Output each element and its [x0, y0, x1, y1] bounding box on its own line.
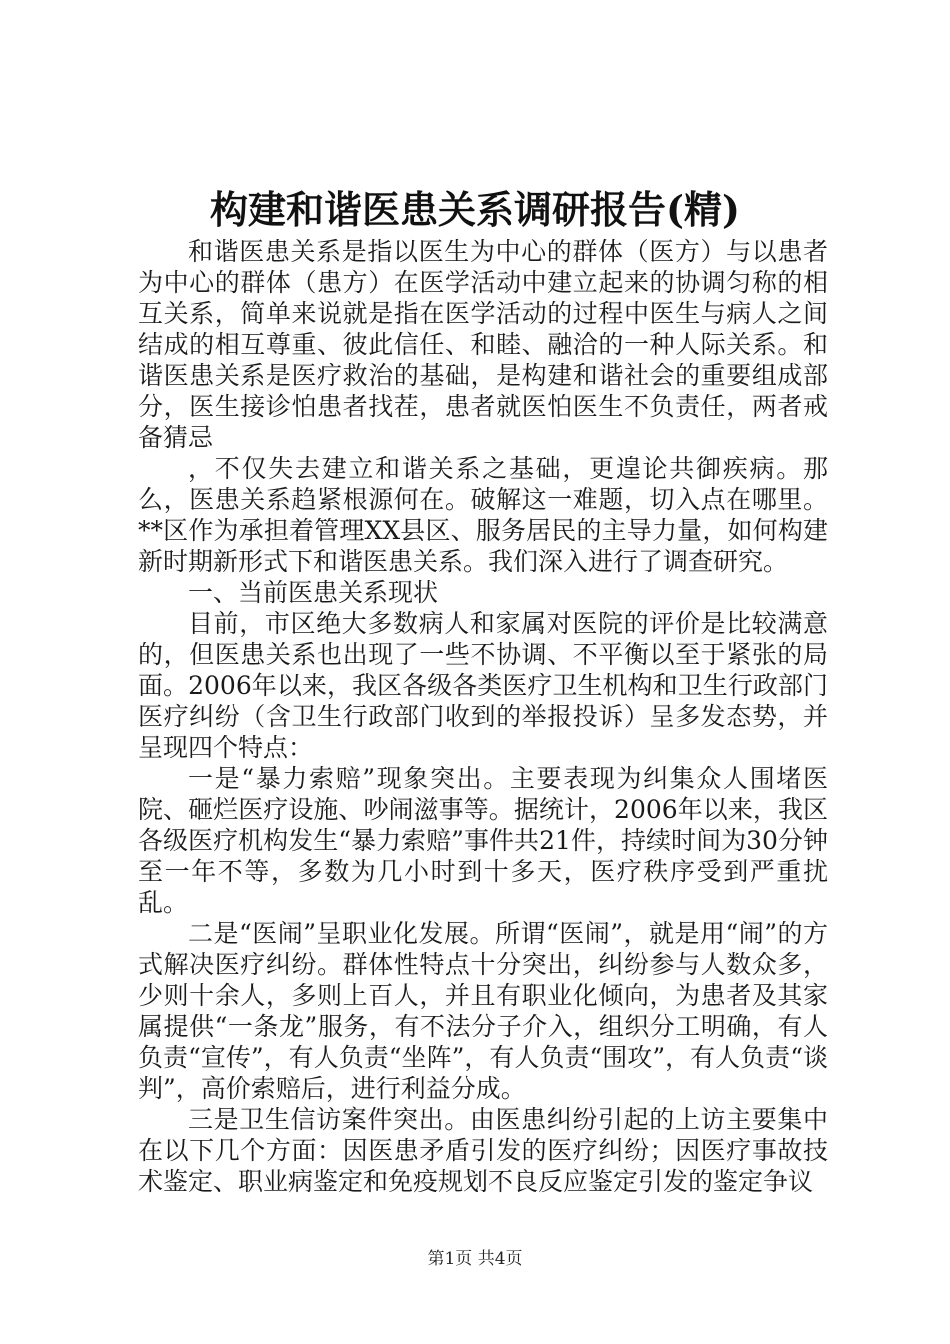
paragraph: 三是卫生信访案件突出。由医患纠纷引起的上访主要集中在以下几个方面：因医患矛盾引发的医疗纠纷；因医疗事故技术鉴定、职业病鉴定和免疫规划不良反应鉴定引发的鉴定争议 — [138, 1105, 828, 1196]
paragraph: 二是“医闹”呈职业化发展。所谓“医闹”，就是用“闹”的方式解决医疗纠纷。群体性特点十分突出，纠纷参与人数众多，少则十余人，多则上百人，并且有职业化倾向，为患者及其家属提供“一条龙”服务，有不法分子介入，组织分工明确，有人负责“宣传”，有人负责“坐阵”，有人负责“围攻”，有人负责“谈判”，高价索赔后，进行利益分成。 — [138, 919, 828, 1103]
page-footer: 第1页 共4页 — [427, 1249, 523, 1269]
section-heading: 一、当前医患关系现状 — [188, 578, 439, 607]
paragraph: 和谐医患关系是指以医生为中心的群体（医方）与以患者为中心的群体（患方）在医学活动中建立起来的协调匀称的相互关系，简单来说就是指在医学活动的过程中医生与病人之间结成的相互尊重、彼此信任、和睦、融洽的一种人际关系。和谐医患关系是医疗救治的基础，是构建和谐社会的重要组成部分，医生接诊怕患者找茬，患者就医怕医生不负责任，两者戒备猜忌 — [138, 237, 828, 452]
paragraph: 一是“暴力索赔”现象突出。主要表现为纠集众人围堵医院、砸烂医疗设施、吵闹滋事等。据统计，2006年以来，我区各级医疗机构发生“暴力索赔”事件共21件，持续时间为30分钟至一年不等，多数为几小时到十多天，医疗秩序受到严重扰乱。 — [138, 764, 828, 917]
document-title: 构建和谐医患关系调研报告(精) — [210, 187, 740, 232]
paragraph: ，不仅失去建立和谐关系之基础，更遑论共御疾病。那么，医患关系趋紧根源何在。破解这一难题，切入点在哪里。**区作为承担着管理XX县区、服务居民的主导力量，如何构建新时期新形式下和谐医患关系。我们深入进行了调查研究。 — [138, 454, 828, 576]
paragraph: 目前，市区绝大多数病人和家属对医院的评价是比较满意的，但医患关系也出现了一些不协调、不平衡以至于紧张的局面。2006年以来，我区各级各类医疗卫生机构和卫生行政部门医疗纠纷（含卫生行政部门收到的举报投诉）呈多发态势，并呈现四个特点： — [138, 609, 828, 762]
document-body — [138, 236, 828, 1197]
